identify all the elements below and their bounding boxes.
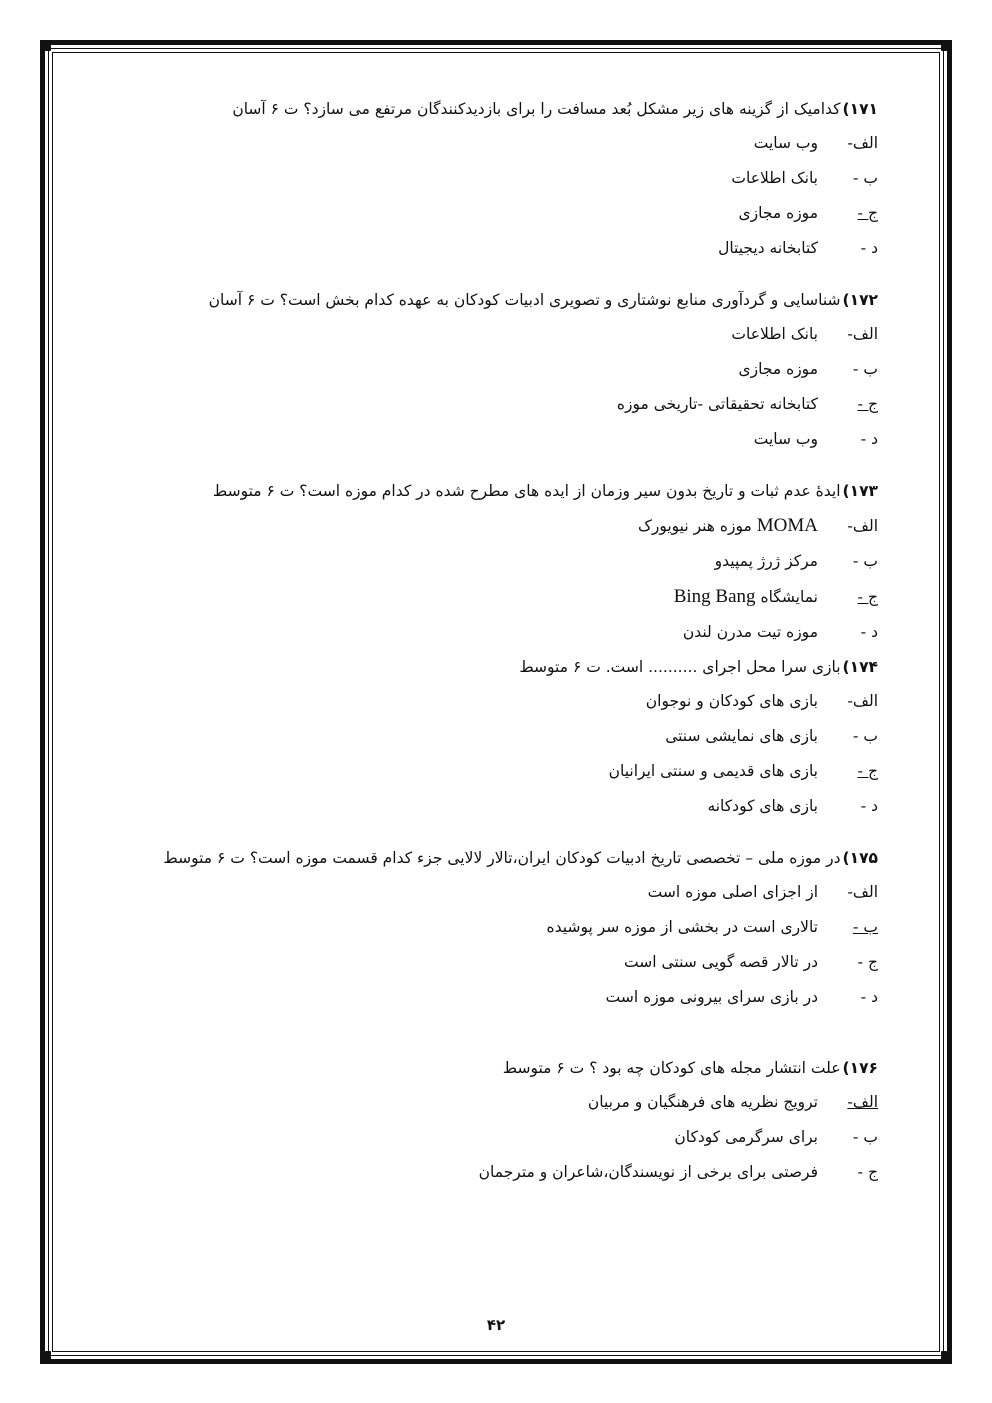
option-label: ب - [852, 918, 878, 936]
question-number: ۱۷۲) [842, 291, 878, 309]
option [100, 231, 878, 266]
option-label: د - [860, 623, 878, 641]
option-label: الف- [847, 883, 878, 901]
option-label: ب - [852, 552, 878, 570]
option-correct [100, 1085, 878, 1120]
question-173 [100, 474, 878, 508]
option-text: برای سرگرمی کودکان [674, 1128, 818, 1146]
option-label: الف- [847, 692, 878, 710]
question-text: شناسایی و گردآوری منابع نوشتاری و تصویری ادبیات کودکان به عهده کدام بخش است؟ ت ۶ آسان [208, 291, 841, 309]
option-label: الف- [847, 134, 878, 152]
page-number: ۴۲ [486, 1316, 506, 1334]
option [100, 508, 878, 544]
option-label: الف- [847, 325, 878, 343]
option-label: د - [860, 239, 878, 257]
option-correct [100, 910, 878, 945]
corner-ornament [42, 1351, 51, 1360]
option [100, 544, 878, 579]
options-176 [100, 1085, 878, 1190]
option-text [674, 579, 818, 615]
options-172 [100, 317, 878, 457]
option [100, 317, 878, 352]
question-175 [70, 841, 878, 875]
option-text: از اجزای اصلی موزه است [647, 883, 818, 901]
option-text: بانک اطلاعات [731, 169, 818, 187]
question-number: ۱۷۳) [842, 482, 878, 500]
option-text: موزه مجازی [738, 204, 818, 222]
option-label: ج - [857, 762, 878, 780]
option-label: د - [860, 797, 878, 815]
option [100, 126, 878, 161]
option [100, 719, 878, 754]
option-label: الف- [847, 1093, 878, 1111]
question-171 [100, 92, 878, 126]
question-number: ۱۷۴) [842, 658, 878, 676]
option-label: الف- [847, 517, 878, 535]
option-text [638, 508, 818, 544]
option-label: ج - [857, 1163, 878, 1181]
question-text: بازی سرا محل اجرای .......... است. ت ۶ متوسط [519, 658, 841, 676]
question-number: ۱۷۱) [842, 100, 878, 118]
option-label: ج - [857, 953, 878, 971]
option-correct [100, 387, 878, 422]
option-label: ج - [857, 588, 878, 606]
option-text: کتابخانه دیجیتال [718, 239, 818, 257]
option-text: بازی های نمایشی سنتی [665, 727, 818, 745]
option-text-fa: نمایشگاه [760, 588, 818, 606]
option-text-fa: موزه هنر نیویورک [637, 517, 752, 535]
option [100, 1120, 878, 1155]
options-174 [100, 684, 878, 824]
option-text-latin: Bing Bang [673, 586, 756, 607]
question-text: ایدهٔ عدم ثبات و تاریخ بدون سیر وزمان از ایده های مطرح شده در کدام موزه است؟ ت ۶ متوسط [212, 482, 841, 500]
options-175 [100, 875, 878, 1015]
question-text: در موزه ملی – تخصصی تاریخ ادبیات کودکان ایران،تالار لالایی جزء کدام قسمت موزه است؟ ت ۶ متوسط [163, 849, 841, 867]
option-correct [100, 754, 878, 789]
option-correct [100, 196, 878, 231]
option [100, 1155, 878, 1190]
option-label: ب - [852, 727, 878, 745]
option-label: د - [860, 988, 878, 1006]
option [100, 684, 878, 719]
option-correct [100, 579, 878, 615]
option-text: بازی های کودکان و نوجوان [645, 692, 818, 710]
option-label: ب - [852, 169, 878, 187]
option-text: موزه تیت مدرن لندن [682, 623, 818, 641]
question-174 [100, 650, 878, 684]
option-text: ترویج نظریه های فرهنگیان و مربیان [587, 1093, 818, 1111]
option [100, 615, 878, 650]
option-text-latin: MOMA [756, 515, 818, 536]
question-text: علت انتشار مجله های کودکان چه بود ؟ ت ۶ متوسط [502, 1059, 841, 1077]
option-text: وب سایت [753, 430, 818, 448]
option-text: بانک اطلاعات [731, 325, 818, 343]
option-text: بازی های کودکانه [707, 797, 818, 815]
question-list [100, 92, 878, 1190]
question-text: کدامیک از گزینه های زیر مشکل بُعد مسافت را برای بازدیدکنندگان مرتفع می سازد؟ ت ۶ آسان [232, 100, 841, 118]
option [100, 875, 878, 910]
corner-ornament [941, 42, 950, 51]
question-176 [100, 1051, 878, 1085]
option-text: در تالار قصه گویی سنتی است [624, 953, 818, 971]
option-text: کتابخانه تحقیقاتی -تاریخی موزه [616, 395, 818, 413]
border-rule [45, 1355, 947, 1356]
corner-ornament [941, 1351, 950, 1360]
question-number: ۱۷۵) [842, 849, 878, 867]
option-label: د - [860, 430, 878, 448]
option [100, 352, 878, 387]
question-172 [100, 283, 878, 317]
option-label: ب - [852, 360, 878, 378]
options-173 [100, 508, 878, 650]
question-number: ۱۷۶) [842, 1059, 878, 1077]
option-text: مرکز ژرژ پمپیدو [714, 552, 818, 570]
option-text: فرصتی برای برخی از نویسندگان،شاعران و مترجمان [478, 1163, 818, 1181]
border-rule [45, 48, 947, 49]
option-text: بازی های قدیمی و سنتی ایرانیان [608, 762, 818, 780]
option-label: ج - [857, 204, 878, 222]
option-text: وب سایت [753, 134, 818, 152]
option [100, 422, 878, 457]
option-label: ج - [857, 395, 878, 413]
options-171 [100, 126, 878, 266]
border-rule [48, 45, 49, 1359]
option-text: در بازی سرای بیرونی موزه است [605, 988, 818, 1006]
border-rule [943, 45, 944, 1359]
corner-ornament [42, 42, 51, 51]
option [100, 161, 878, 196]
option-text: موزه مجازی [738, 360, 818, 378]
option [100, 945, 878, 980]
option [100, 980, 878, 1015]
option-label: ب - [852, 1128, 878, 1146]
option-text: تالاری است در بخشی از موزه سر پوشیده [546, 918, 818, 936]
option [100, 789, 878, 824]
